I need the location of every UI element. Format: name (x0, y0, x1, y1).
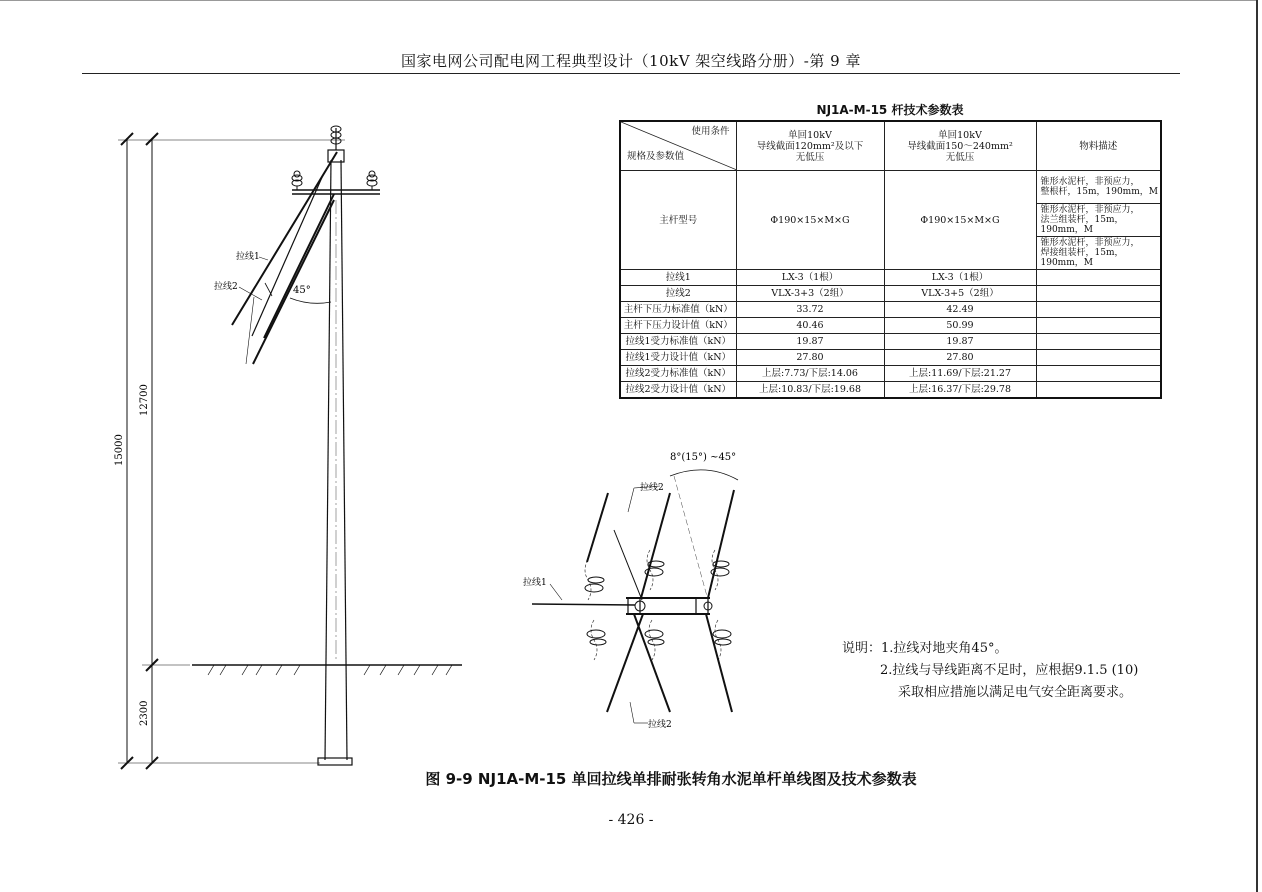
page-frame-right (1256, 0, 1258, 892)
table-row: 拉线1 LX-3（1根） LX-3（1根） (620, 270, 1161, 286)
plan-stay2-bottom-label: 拉线2 (648, 720, 672, 730)
table-row: 拉线1受力标准值（kN） 19.87 19.87 (620, 334, 1161, 350)
figure-caption: 图 9-9 NJ1A-M-15 单回拉线单排耐张转角水泥单杆单线图及技术参数表 (425, 770, 917, 788)
table-row: 拉线2 VLX-3+3（2组） VLX-3+5（2组） (620, 286, 1161, 302)
header-conditions: 使用条件 (691, 126, 730, 137)
table-row: 主杆下压力设计值（kN） 40.46 50.99 (620, 318, 1161, 334)
material-description-2: 锥形水泥杆，非预应力， 法兰组装杆，15m，190mm，M (1036, 204, 1161, 237)
plan-view-drawing (510, 440, 770, 740)
table-row: 拉线1受力设计值（kN） 27.80 27.80 (620, 350, 1161, 366)
plan-angle-label: 8°(15°) ~45° (670, 452, 737, 463)
header-specs: 规格及参数值 (627, 151, 685, 162)
notes-block (842, 638, 1138, 704)
table-row: 拉线2受力标准值（kN） 上层:7.73/下层:14.06 上层:11.69/下层:21.27 (620, 366, 1161, 382)
stay-angle-label: 45° (293, 285, 311, 296)
table-diagonal-header (620, 121, 736, 171)
note-1: 1.拉线对地夹角45°。 (881, 641, 1008, 656)
dim-below-ground-2300: 2300 (139, 700, 150, 726)
plan-stay1-label: 拉线1 (523, 578, 547, 588)
technical-parameter-table (619, 120, 1162, 399)
column-header-1: 单回10kV 导线截面120mm²及以下 无低压 (736, 121, 884, 171)
table-row: 主杆下压力标准值（kN） 33.72 42.49 (620, 302, 1161, 318)
column-header-materials: 物料描述 (1036, 121, 1161, 171)
main-pole-value-2: Φ190×15×M×G (884, 171, 1036, 270)
dim-total-15000: 15000 (114, 434, 125, 466)
stay1-label: 拉线1 (236, 252, 260, 262)
main-pole-label: 主杆型号 (620, 171, 736, 270)
column-header-2: 单回10kV 导线截面150～240mm² 无低压 (884, 121, 1036, 171)
page-number: - 426 - (608, 812, 654, 828)
notes-prefix: 说明： (842, 641, 882, 656)
material-description-3: 锥形水泥杆，非预应力， 焊接组装杆，15m，190mm，M (1036, 237, 1161, 270)
stay2-label: 拉线2 (214, 282, 238, 292)
material-description-1: 锥形水泥杆，非预应力， 整根杆，15m，190mm，M (1036, 171, 1161, 204)
table-row: 拉线2受力设计值（kN） 上层:10.83/下层:19.68 上层:16.37/下层:29.78 (620, 382, 1161, 398)
note-2: 2.拉线与导线距离不足时，应根据9.1.5 (10) (880, 663, 1139, 678)
note-2-continued: 采取相应措施以满足电气安全距离要求。 (898, 685, 1133, 700)
main-pole-value-1: Φ190×15×M×G (736, 171, 884, 270)
plan-stay2-top-label: 拉线2 (640, 483, 664, 493)
dim-above-ground-12700: 12700 (139, 384, 150, 416)
running-header: 国家电网公司配电网工程典型设计（10kV 架空线路分册）-第 9 章 (401, 52, 861, 70)
table-title: NJ1A-M-15 杆技术参数表 (816, 103, 964, 117)
